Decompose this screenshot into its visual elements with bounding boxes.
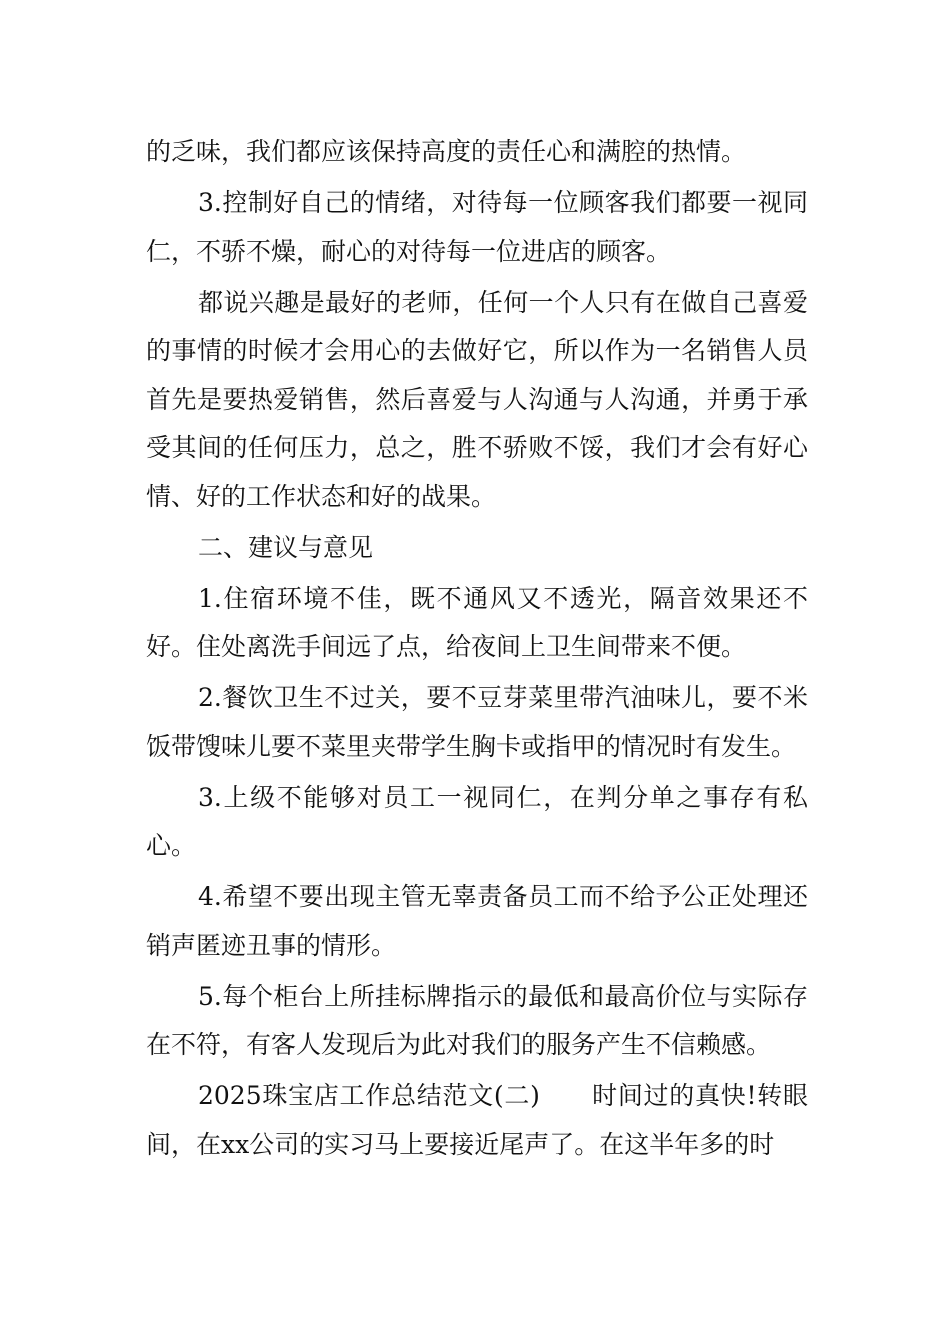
suggestion-item-3: 3.上级不能够对员工一视同仁，在判分单之事存有私心。 (146, 782, 808, 860)
suggestion-item-4: 4.希望不要出现主管无辜责备员工而不给予公正处理还销声匿迹丑事的情形。 (146, 882, 808, 960)
suggestion-item-2: 2.餐饮卫生不过关，要不豆芽菜里带汽油味儿，要不米饭带馊味儿要不菜里夹带学生胸卡或指甲的情况时有发生。 (146, 683, 808, 761)
paragraph-3: 都说兴趣是最好的老师，任何一个人只有在做自己喜爱的事情的时候才会用心的去做好它，所以作为一名销售人员首先是要热爱销售，然后喜爱与人沟通与人沟通，并勇于承受其间的任何压力，总之，胜不骄败不馁，我们才会有好心情、好的工作状态和好的战果。 (146, 287, 808, 511)
document-body (146, 128, 808, 1172)
section-heading-suggestions: 二、建议与意见 (198, 532, 374, 562)
paragraph-1: 的乏味，我们都应该保持高度的责任心和满腔的热情。 (146, 137, 747, 166)
paragraph-2: 3.控制好自己的情绪，对待每一位顾客我们都要一视同仁，不骄不燥，耐心的对待每一位进店的顾客。 (146, 188, 808, 266)
paragraph-article-two-start: 2025珠宝店工作总结范文(二) 时间过的真快!转眼间，在xx公司的实习马上要接近尾声了。在这半年多的时 (146, 1081, 808, 1159)
suggestion-item-5: 5.每个柜台上所挂标牌指示的最低和最高价位与实际存在不符，有客人发现后为此对我们的服务产生不信赖感。 (146, 981, 808, 1059)
suggestion-item-1: 1.住宿环境不佳，既不通风又不透光，隔音效果还不好。住处离洗手间远了点，给夜间上卫生间带来不便。 (146, 583, 808, 661)
